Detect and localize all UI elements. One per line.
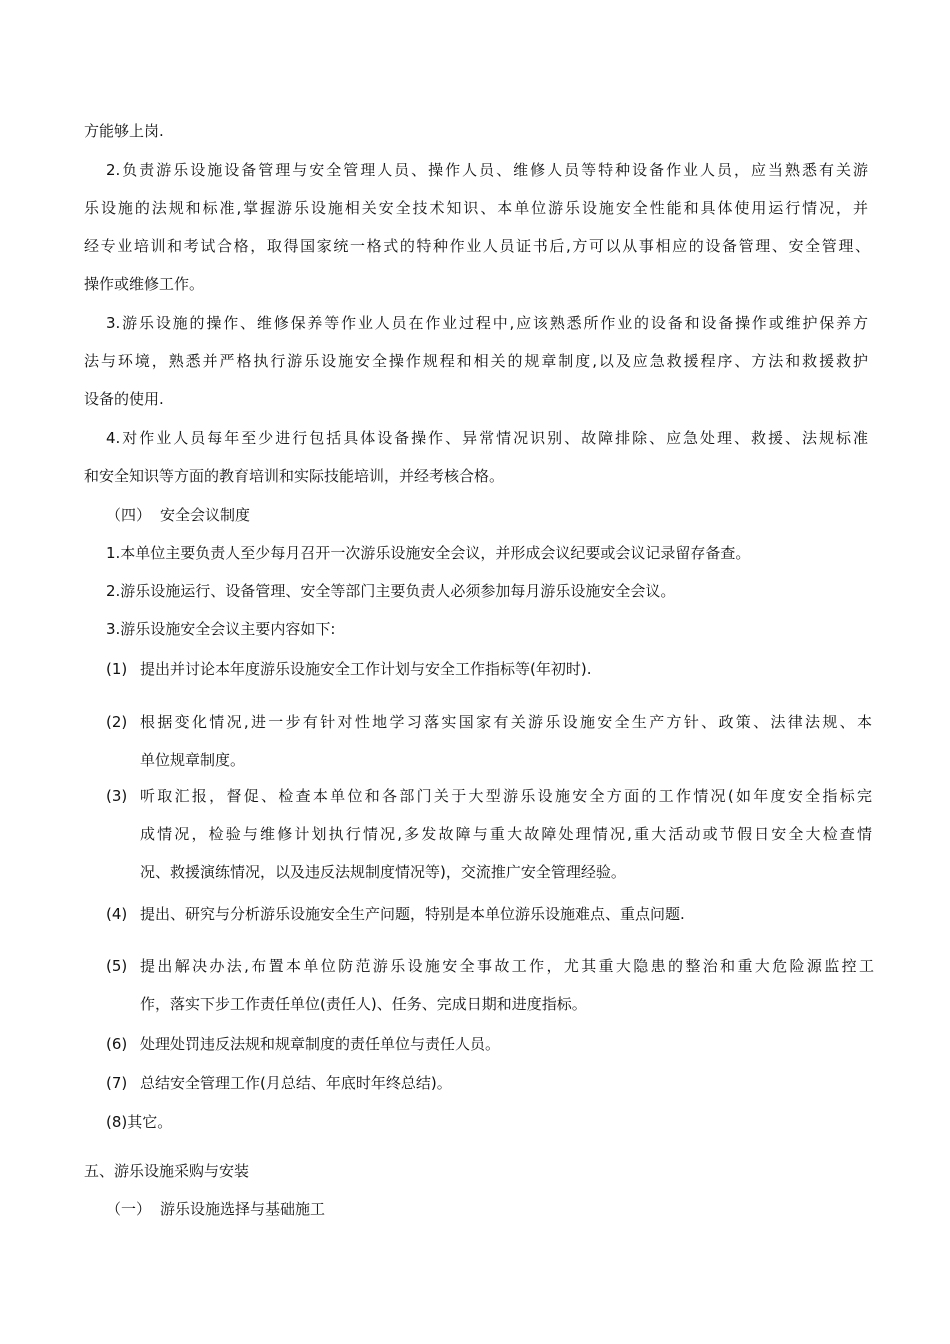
section-4-title: 安全会议制度 (160, 506, 251, 524)
item-5-number: (5) (106, 957, 128, 975)
item-1-line-1: 提出并讨论本年度游乐设施安全工作计划与安全工作指标等(年初时). (140, 660, 592, 678)
item-2-line-2: 单位规章制度。 (140, 751, 246, 769)
item-6-number: (6) (106, 1035, 128, 1053)
paragraph-2-line-4: 操作或维修工作。 (84, 275, 205, 293)
paragraph-continuation: 方能够上岗. (84, 122, 164, 140)
paragraph-3-line-3: 设备的使用. (84, 390, 164, 408)
meeting-rule-3: 3.游乐设施安全会议主要内容如下: (106, 620, 336, 638)
item-3-number: (3) (106, 787, 128, 805)
item-6-line-1: 处理处罚违反法规和规章制度的责任单位与责任人员。 (140, 1035, 501, 1053)
item-7-number: (7) (106, 1074, 128, 1092)
item-4-line-1: 提出、研究与分析游乐设施安全生产问题，特别是本单位游乐设施难点、重点问题. (140, 905, 685, 923)
paragraph-2-line-1: 2.负责游乐设施设备管理与安全管理人员、操作人员、维修人员等特种设备作业人员，应当熟悉有关游 (106, 161, 868, 179)
item-4-number: (4) (106, 905, 128, 923)
meeting-rule-2: 2.游乐设施运行、设备管理、安全等部门主要负责人必须参加每月游乐设施安全会议。 (106, 582, 676, 600)
item-3-line-3: 况、救援演练情况，以及违反法规制度情况等)，交流推广安全管理经验。 (140, 863, 626, 881)
paragraph-2-line-3: 经专业培训和考试合格，取得国家统一格式的特种作业人员证书后,方可以从事相应的设备管理、安全管理、 (84, 237, 870, 255)
item-1-number: (1) (106, 660, 128, 678)
item-2-line-1: 根据变化情况,进一步有针对性地学习落实国家有关游乐设施安全生产方针、政策、法律法规、本 (140, 713, 872, 731)
item-3-line-2: 成情况，检验与维修计划执行情况,多发故障与重大故障处理情况,重大活动或节假日安全大检查情 (140, 825, 872, 843)
paragraph-4-line-1: 4.对作业人员每年至少进行包括具体设备操作、异常情况识别、故障排除、应急处理、救援、法规标准 (106, 429, 868, 447)
section-4-number: （四） (106, 506, 152, 524)
item-5-line-1: 提出解决办法,布置本单位防范游乐设施安全事故工作，尤其重大隐患的整治和重大危险源监控工 (140, 957, 874, 975)
paragraph-2-line-2: 乐设施的法规和标准,掌握游乐设施相关安全技术知识、本单位游乐设施安全性能和具体使用运行情况，并 (84, 199, 868, 217)
subsection-1-title: 游乐设施选择与基础施工 (160, 1200, 326, 1218)
paragraph-4-line-2: 和安全知识等方面的教育培训和实际技能培训，并经考核合格。 (84, 467, 505, 485)
paragraph-3-line-2: 法与环境，熟悉并严格执行游乐设施安全操作规程和相关的规章制度,以及应急救援程序、方法和救援救护 (84, 352, 868, 370)
meeting-rule-1: 1.本单位主要负责人至少每月召开一次游乐设施安全会议，并形成会议纪要或会议记录留存备查。 (106, 544, 751, 562)
item-8: (8)其它。 (106, 1113, 173, 1131)
section-5-title: 五、游乐设施采购与安装 (84, 1162, 250, 1180)
item-5-line-2: 作，落实下步工作责任单位(责任人)、任务、完成日期和进度指标。 (140, 995, 587, 1013)
subsection-1-number: （一） (106, 1200, 152, 1218)
item-7-line-1: 总结安全管理工作(月总结、年底时年终总结)。 (140, 1074, 452, 1092)
paragraph-3-line-1: 3.游乐设施的操作、维修保养等作业人员在作业过程中,应该熟悉所作业的设备和设备操作或维护保养方 (106, 314, 868, 332)
item-3-line-1: 听取汇报，督促、检查本单位和各部门关于大型游乐设施安全方面的工作情况(如年度安全指标完 (140, 787, 872, 805)
item-2-number: (2) (106, 713, 128, 731)
